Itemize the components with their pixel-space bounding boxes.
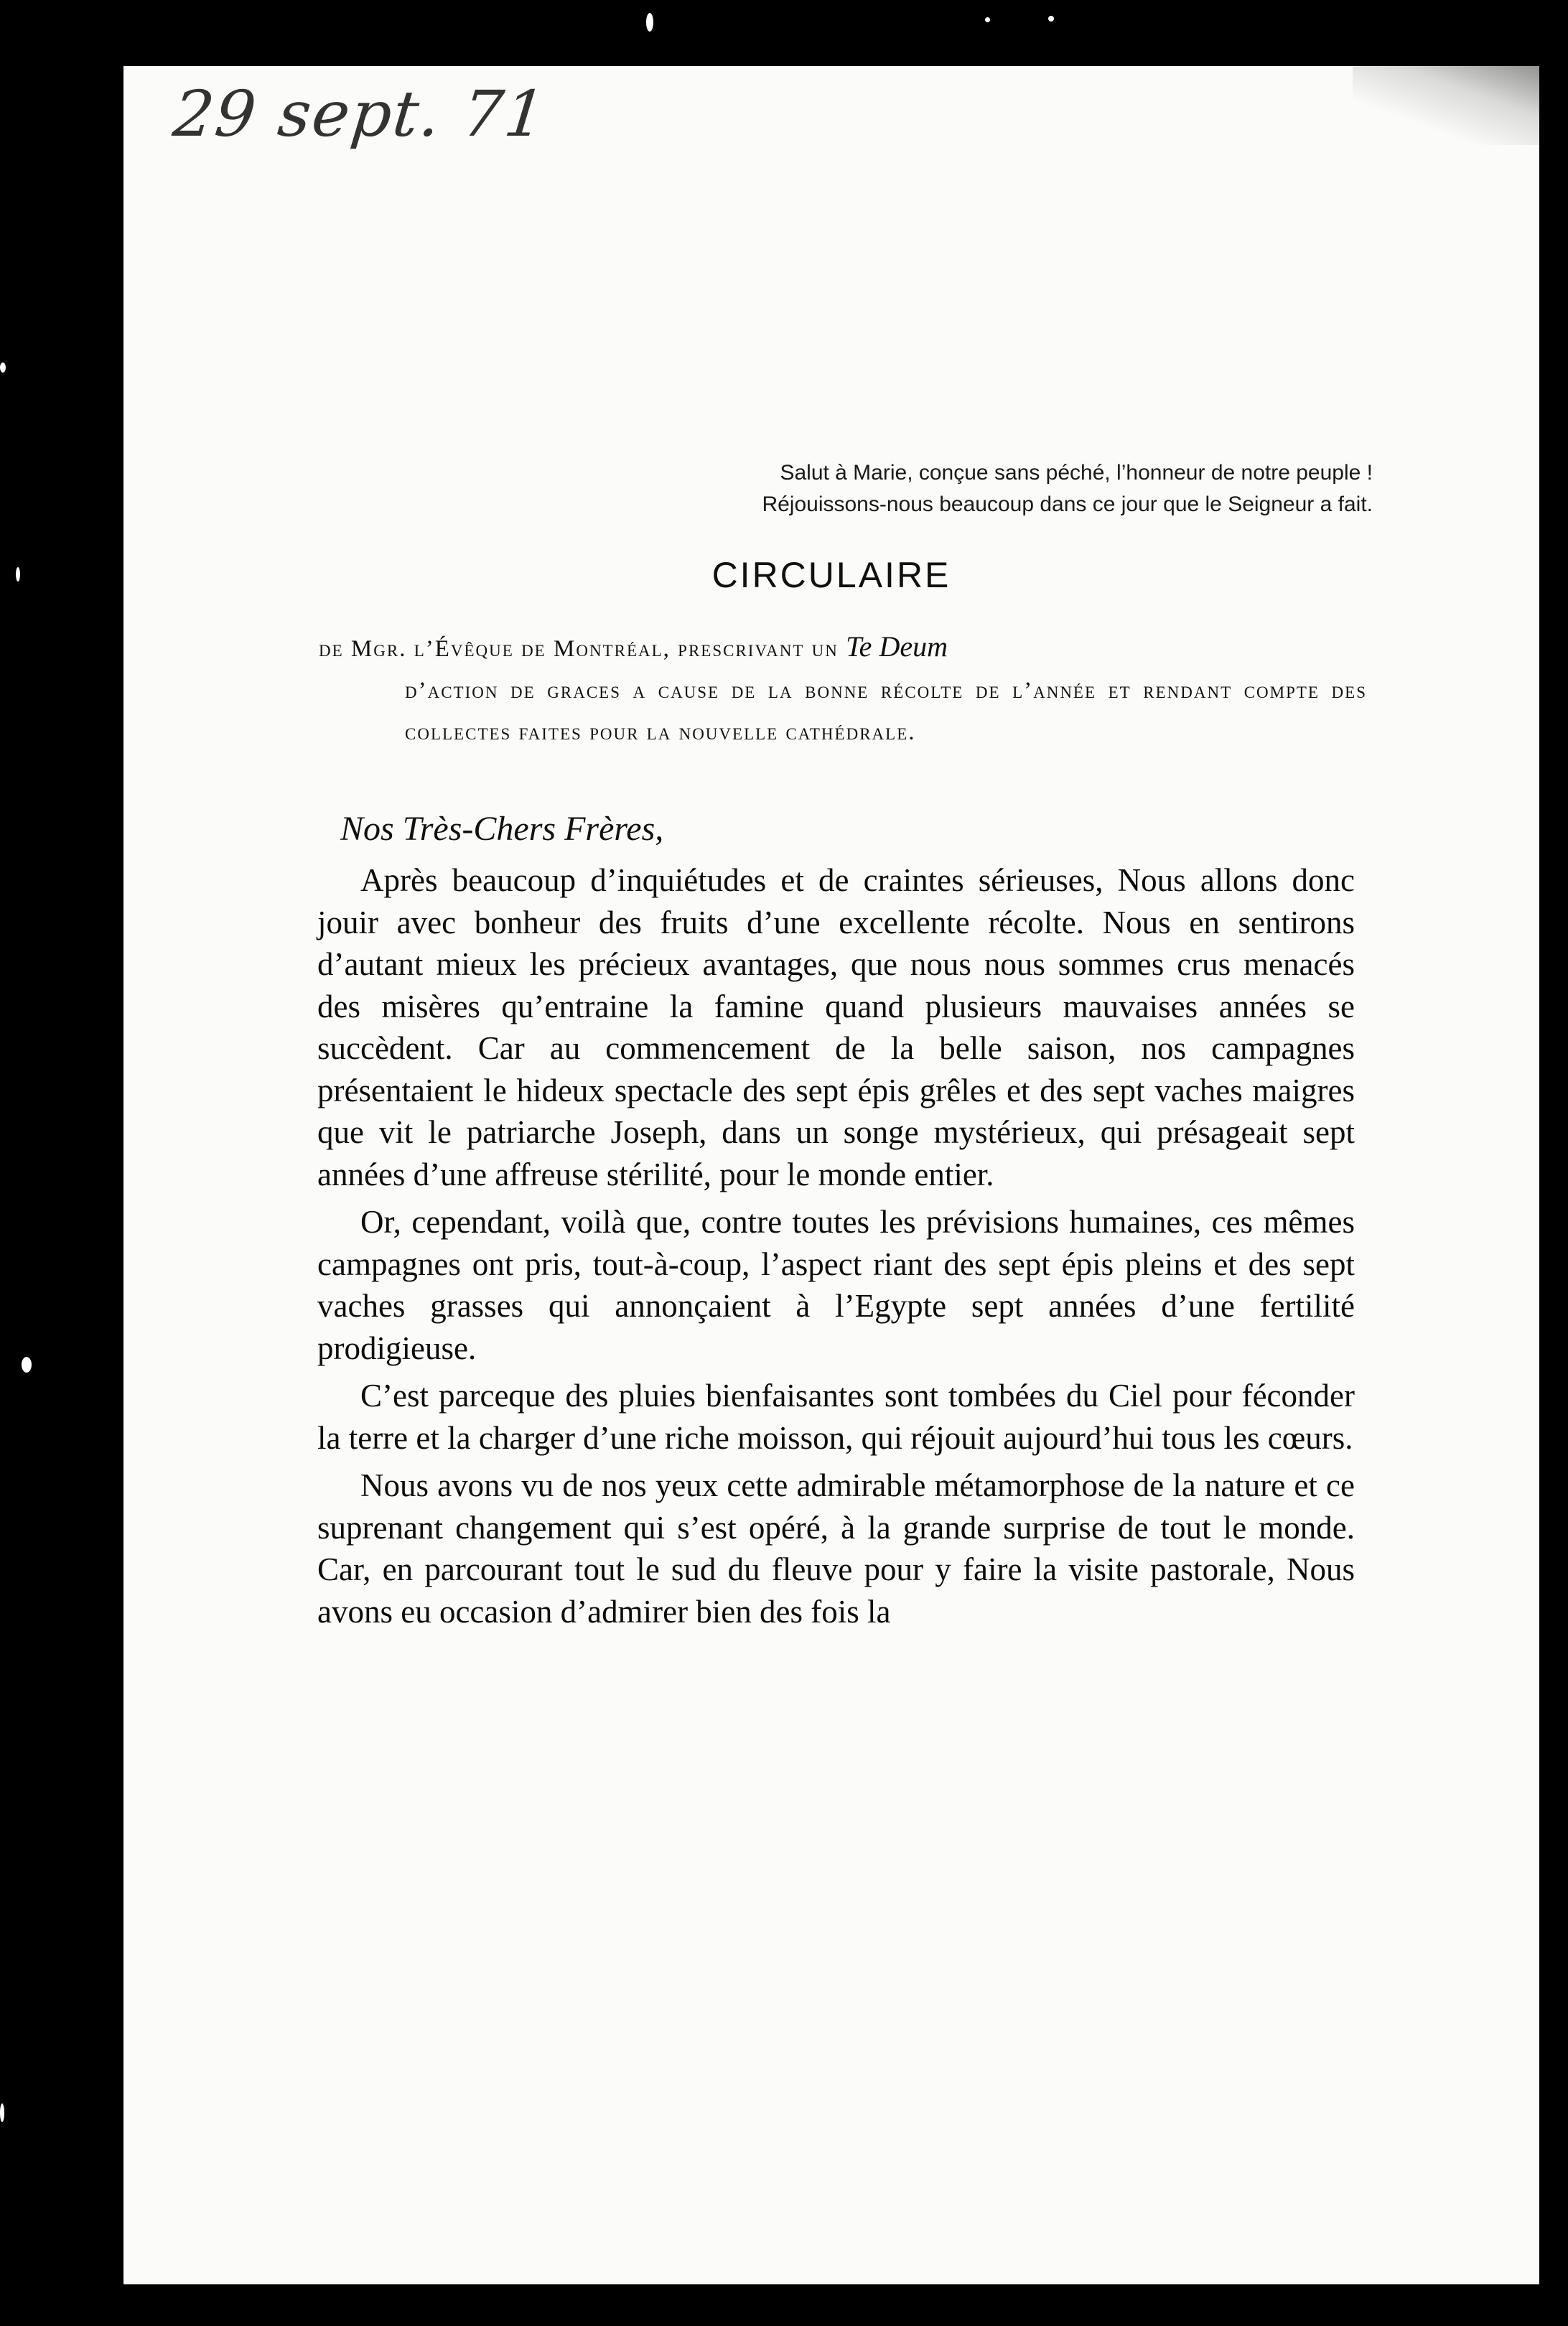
subtitle-first-line: de Mgr. l’Évêque de Montréal, prescrivant un: [319, 636, 839, 662]
epigraph-line: Réjouissons-nous beaucoup dans ce jour que le Seigneur a fait.: [762, 492, 1373, 516]
scan-speck: [16, 567, 20, 582]
scan-speck: [985, 17, 990, 22]
document-page: [123, 66, 1539, 2284]
epigraph: [612, 457, 1373, 520]
page-corner-shadow: [1353, 66, 1539, 145]
document-subtitle: [319, 626, 1367, 753]
document-title: CIRCULAIRE: [711, 555, 951, 595]
epigraph-line: Salut à Marie, conçue sans péché, l’honneur de notre peuple !: [780, 461, 1373, 485]
handwritten-date-note: 29 sept. 71: [169, 77, 551, 151]
subtitle-rest: d’action de graces a cause de la bonne récolte de l’année et rendant compte des collectes faites pour la nouvelle cathédrale.: [405, 678, 1367, 745]
scan-speck: [0, 363, 6, 373]
scan-speck: [22, 1357, 32, 1373]
scan-speck: [646, 13, 653, 32]
paragraph: Or, cependant, voilà que, contre toutes les prévisions humaines, ces mêmes campagnes ont pris, tout-à-coup, l’aspect riant des sept épis pleins et des sept vaches grasses qui annonçaient à l’Egypte sept années d’une fertilité prodigieuse.: [317, 1204, 1355, 1366]
scan-speck: [1048, 16, 1054, 22]
scan-speck: [0, 2103, 4, 2122]
paragraph: C’est parceque des pluies bienfaisantes sont tombées du Ciel pour féconder la terre et la charger d’une riche moisson, qui réjouit aujourd’hui tous les cœurs.: [317, 1378, 1355, 1456]
salutation: Nos Très-Chers Frères,: [340, 810, 664, 848]
paragraph: Après beaucoup d’inquiétudes et de craintes sérieuses, Nous allons donc jouir avec bonheur des fruits d’une excellente récolte. Nous en sentirons d’autant mieux les précieux avantages, que nous nous sommes crus menacés des misères qu’entraine la famine quand plusieurs mauvaises années se succèdent. Car au commencement de la belle saison, nos campagnes présentaient le hideux spectacle des sept épis grêles et des sept vaches maigres que vit le patriarche Joseph, dans un songe mystérieux, qui présageait sept années d’une affreuse stérilité, pour le monde entier.: [317, 862, 1355, 1192]
body-text: [317, 859, 1355, 1638]
paragraph: Nous avons vu de nos yeux cette admirable métamorphose de la nature et ce suprenant changement qui s’est opéré, à la grande surprise de tout le monde. Car, en parcourant tout le sud du fleuve pour y faire la visite pastorale, Nous avons eu occasion d’admirer bien des fois la: [317, 1467, 1355, 1630]
te-deum-phrase: Te Deum: [846, 630, 948, 663]
